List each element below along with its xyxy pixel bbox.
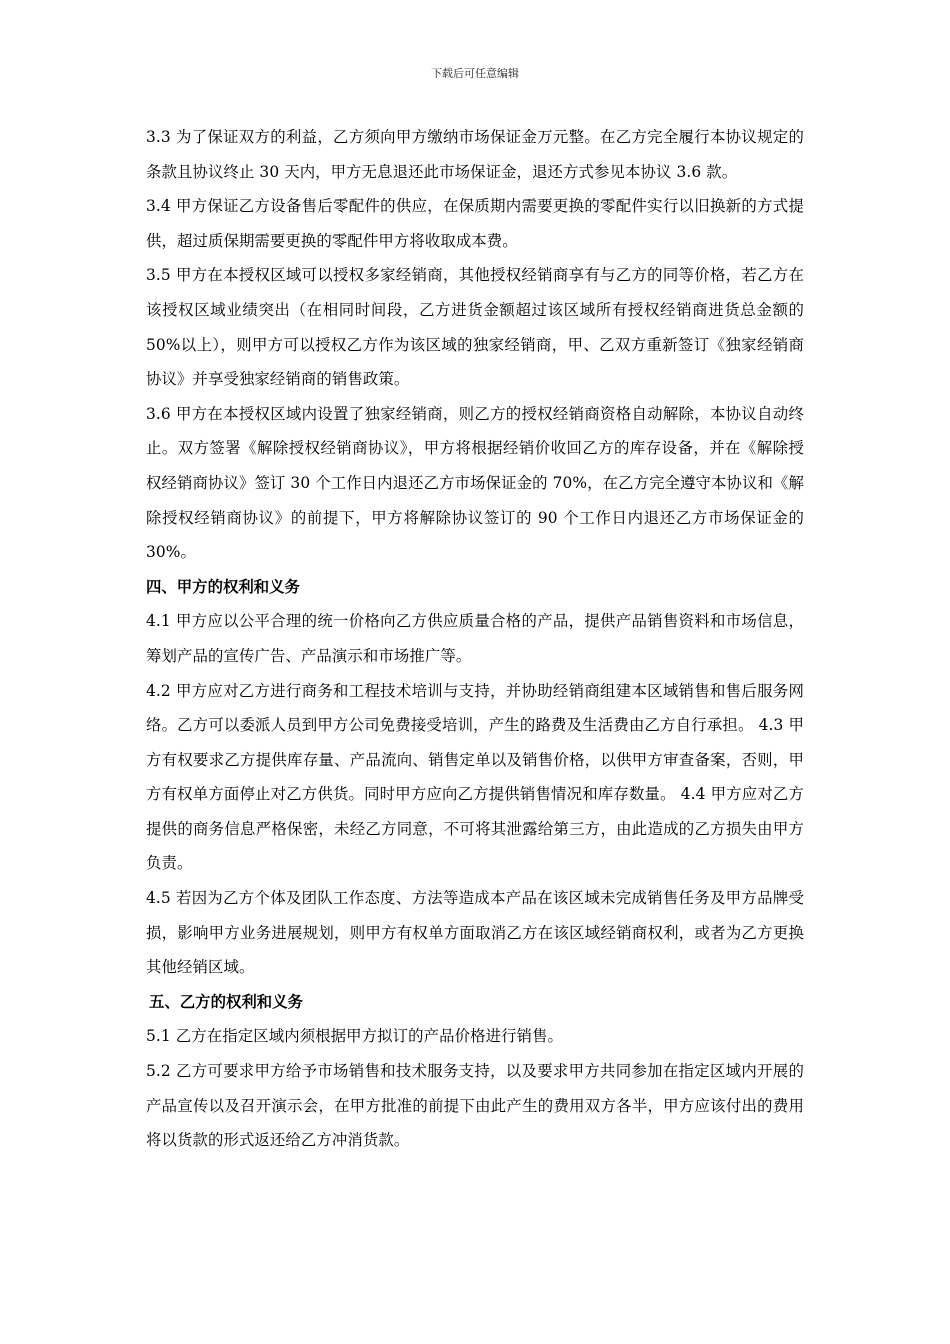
clause-3-3: 3.3 为了保证双方的利益，乙方须向甲方缴纳市场保证金万元整。在乙方完全履行本协议规定的条款且协议终止 30 天内，甲方无息退还此市场保证金，退还方式参见本协议 3.6 款。 [146,128,804,181]
clause-4-5: 4.5 若因为乙方个体及团队工作态度、方法等造成本产品在该区域未完成销售任务及甲方品牌受损，影响甲方业务进展规划，则甲方有权单方面取消乙方在该区域经销商权利，或者为乙方更换其他经销区域。 [146,889,804,977]
clause-3-5: 3.5 甲方在本授权区域可以授权多家经销商，其他授权经销商享有与乙方的同等价格，若乙方在该授权区域业绩突出（在相同时间段，乙方进货金额超过该区域所有授权经销商进货总金额的 50%以上），则甲方可以授权乙方作为该区域的独家经销商，甲、乙双方重新签订《独家经销商协议》并享受独家经销商的销售政策。 [146,266,804,389]
document-body [146,120,804,1158]
clause-4-1: 4.1 甲方应以公平合理的统一价格向乙方供应质量合格的产品，提供产品销售资料和市场信息，筹划产品的宣传广告、产品演示和市场推广等。 [146,612,804,665]
section-heading-5: 五、乙方的权利和义务 [149,992,303,1011]
clause-4-2-to-4-4: 4.2 甲方应对乙方进行商务和工程技术培训与支持，并协助经销商组建本区域销售和售后服务网络。乙方可以委派人员到甲方公司免费接受培训，产生的路费及生活费由乙方自行承担。 4.3 甲方有权要求乙方提供库存量、产品流向、销售定单以及销售价格，以供甲方审查备案，否则，甲方有权单方面停止对乙方供货。同时甲方应向乙方提供销售情况和库存数量。 4.4 甲方应对乙方提供的商务信息严格保密，未经乙方同意，不可将其泄露给第三方，由此造成的乙方损失由甲方负责。 [146,681,804,873]
clause-5-1: 5.1 乙方在指定区域内须根据甲方拟订的产品价格进行销售。 [146,1027,564,1046]
clause-5-2: 5.2 乙方可要求甲方给予市场销售和技术服务支持，以及要求甲方共同参加在指定区域内开展的产品宣传以及召开演示会，在甲方批准的前提下由此产生的费用双方各半，甲方应该付出的费用将以货款的形式返还给乙方冲消货款。 [146,1062,804,1150]
clause-3-6: 3.6 甲方在本授权区域内设置了独家经销商，则乙方的授权经销商资格自动解除，本协议自动终止。双方签署《解除授权经销商协议》，甲方将根据经销价收回乙方的库存设备，并在《解除授权经销商协议》签订 30 个工作日内退还乙方市场保证金的 70%，在乙方完全遵守本协议和《解除授权经销商协议》的前提下，甲方将解除协议签订的 90 个工作日内退还乙方市场保证金的 30%。 [146,404,804,562]
clause-3-4: 3.4 甲方保证乙方设备售后零配件的供应，在保质期内需要更换的零配件实行以旧换新的方式提供，超过质保期需要更换的零配件甲方将收取成本费。 [146,197,804,250]
page-header-note: 下载后可任意编辑 [431,67,519,80]
section-heading-4: 四、甲方的权利和义务 [146,577,300,596]
